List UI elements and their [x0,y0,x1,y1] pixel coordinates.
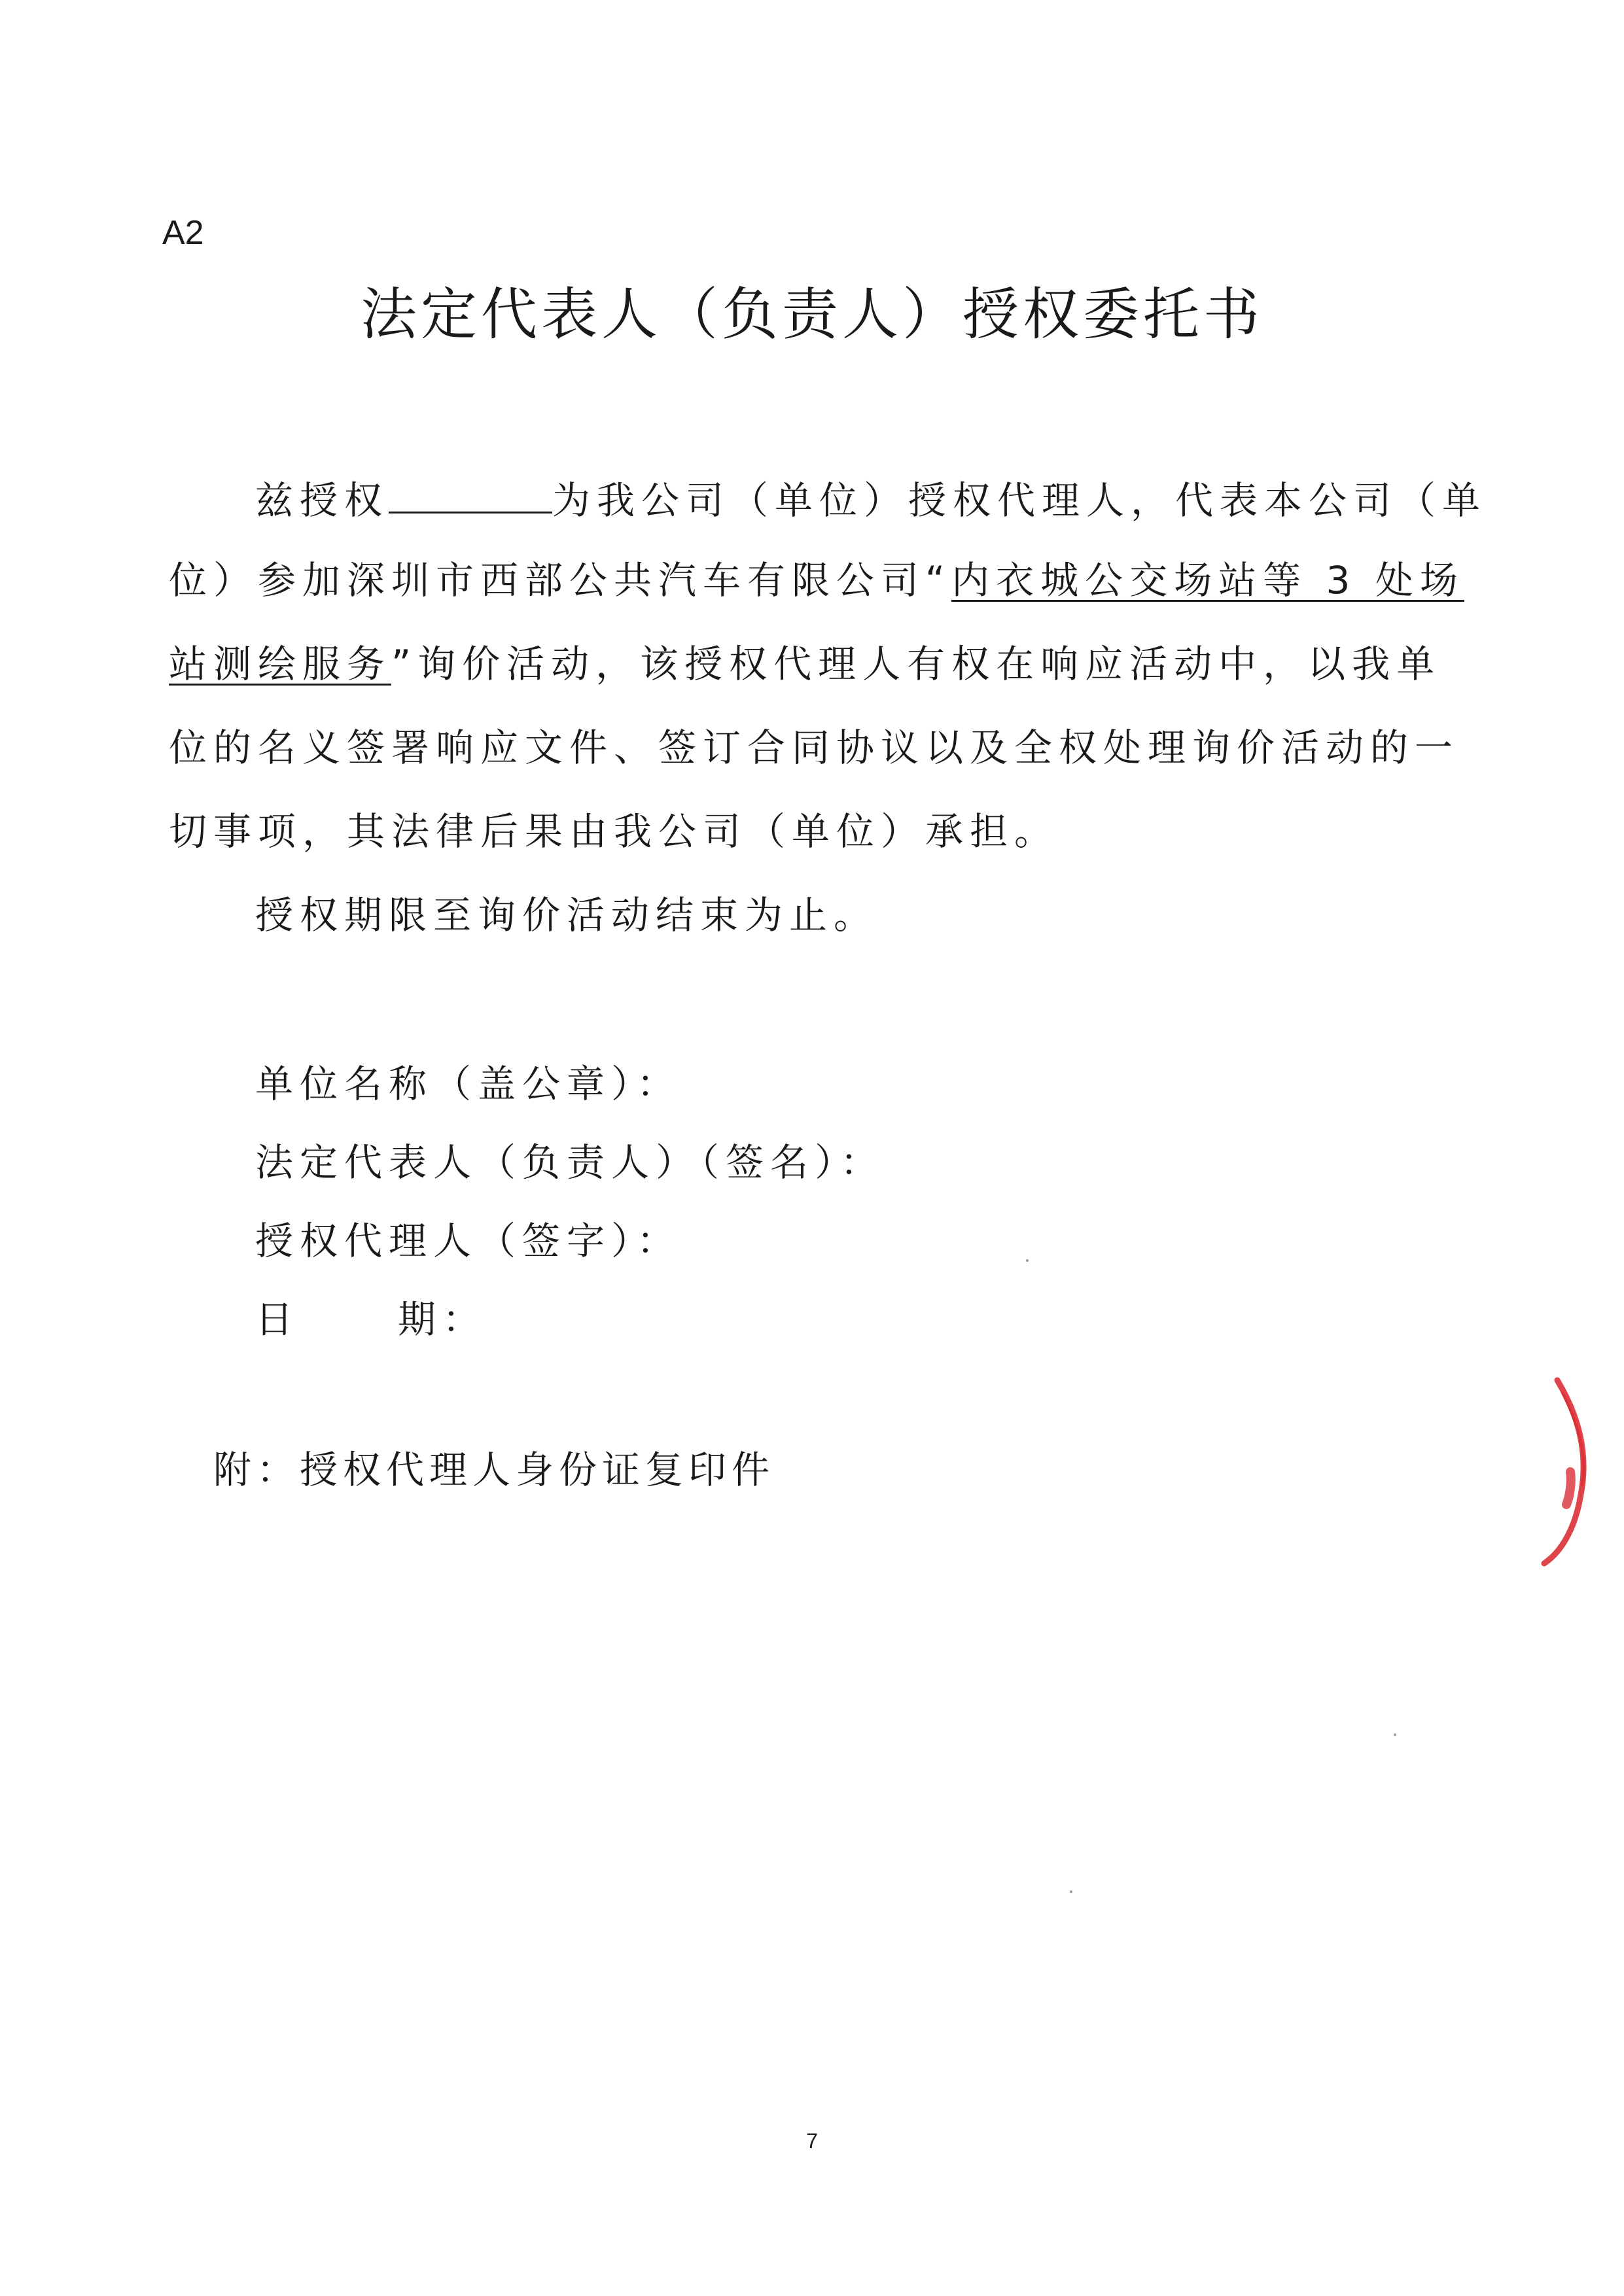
paragraph-line: 切事项，其法律后果由我公司（单位）承担。 [169,809,1059,854]
paragraph-line [169,558,1464,602]
legal-rep-signature-label: 法定代表人（负责人）（签名）： [255,1140,885,1185]
form-code: A2 [162,214,204,252]
date-label-char: 期： [398,1297,487,1342]
text-segment: 为我公司（单位）授权代理人，代表本公司（单 [552,478,1487,523]
authorization-period: 授权期限至询价活动结束为止。 [255,893,879,937]
seal-stamp-fragment [1525,1374,1597,1570]
agent-name-blank[interactable] [389,478,552,513]
date-label [255,1297,487,1342]
page-number: 7 [806,2129,818,2153]
scan-speck [1026,1259,1029,1262]
scan-speck [1394,1733,1396,1736]
agent-signature-label: 授权代理人（签字）： [255,1219,682,1263]
unit-name-label: 单位名称（盖公章）： [255,1062,682,1106]
text-segment: 位）参加深圳市西部公共汽车有限公司“ [169,558,952,602]
document-title: 法定代表人（负责人）授权委托书 [361,282,1263,347]
scan-speck [1070,1890,1072,1893]
paragraph-line [255,478,1487,523]
project-name-underlined: 站测绘服务 [169,642,392,686]
attachment-note: 附：授权代理人身份证复印件 [213,1448,775,1492]
paragraph-line: 位的名义签署响应文件、签订合同协议以及全权处理询价活动的一 [169,725,1460,770]
date-label-char: 日 [255,1297,300,1342]
text-segment: 兹授权 [255,478,389,523]
paragraph-line [169,642,1455,686]
text-segment: ”询价活动，该授权代理人有权在响应活动中，以我单 [391,642,1441,686]
project-name-underlined: 内衣城公交场站等 3 处场 [951,558,1464,602]
